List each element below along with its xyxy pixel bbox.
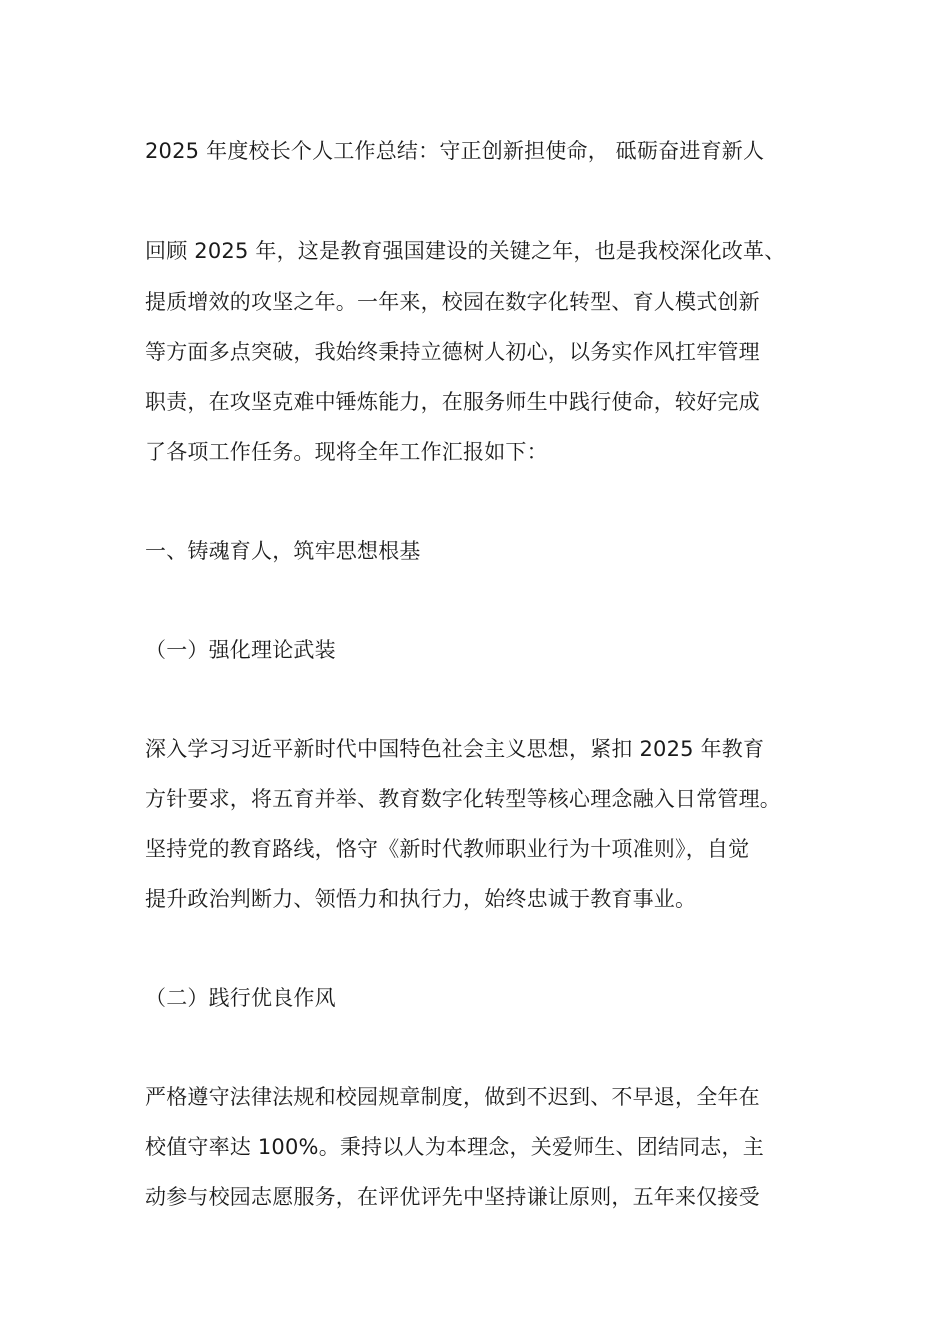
body-line: 坚持党的教育路线，恪守《新时代教师职业行为十项准则》，自觉 <box>145 837 750 861</box>
intro-line: 回顾 2025 年，这是教育强国建设的关键之年，也是我校深化改革、 <box>145 239 786 263</box>
body-line: 校值守率达 100%。秉持以人为本理念，关爱师生、团结同志，主 <box>145 1135 764 1159</box>
subsection-heading: （一）强化理论武装 <box>145 638 336 662</box>
intro-line: 提质增效的攻坚之年。一年来，校园在数字化转型、育人模式创新 <box>145 290 760 314</box>
document-title: 2025 年度校长个人工作总结：守正创新担使命， 砥砺奋进育新人 <box>145 139 765 163</box>
body-line: 动参与校园志愿服务，在评优评先中坚持谦让原则，五年来仅接受 <box>145 1185 760 1209</box>
body-line: 方针要求，将五育并举、教育数字化转型等核心理念融入日常管理。 <box>145 787 781 811</box>
body-line: 深入学习习近平新时代中国特色社会主义思想，紧扣 2025 年教育 <box>145 737 765 761</box>
section-heading: 一、铸魂育人，筑牢思想根基 <box>145 539 421 563</box>
subsection-heading: （二）践行优良作风 <box>145 986 336 1010</box>
intro-line: 职责，在攻坚克难中锤炼能力，在服务师生中践行使命，较好完成 <box>145 390 760 414</box>
body-line: 提升政治判断力、领悟力和执行力，始终忠诚于教育事业。 <box>145 887 697 911</box>
body-line: 严格遵守法律法规和校园规章制度，做到不迟到、不早退，全年在 <box>145 1085 760 1109</box>
intro-line: 了各项工作任务。现将全年工作汇报如下： <box>145 440 548 464</box>
intro-line: 等方面多点突破，我始终秉持立德树人初心，以务实作风扛牢管理 <box>145 340 760 364</box>
